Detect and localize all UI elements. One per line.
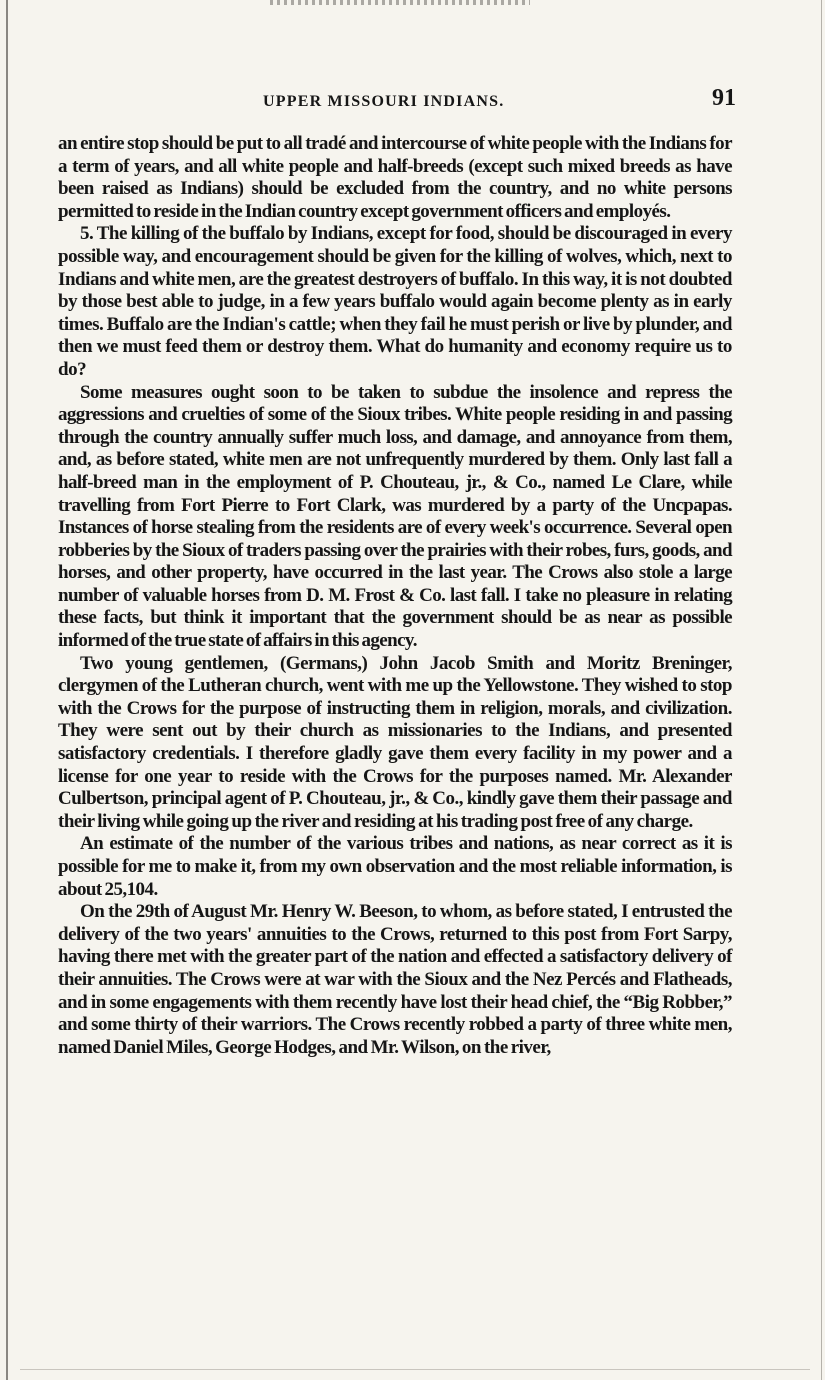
paragraph-crows: On the 29th of August Mr. Henry W. Beeson, to whom, as before stated, I entrusted the delivery of the two years' annuities to the Crows, returned to this post from Fort Sarpy, having there met with the greater part of the nation and effected a satisfactory delivery of their annuities. The Crows were at war with the Sioux and the Nez Percés and Flatheads, and in some engagements with them recently have lost their head chief, the “Big Robber,” and some thirty of their warriors. The Crows recently robbed a party of three white men, named Daniel Miles, George Hodges, and Mr. Wilson, on the river, <box>58 901 732 1058</box>
body-text <box>58 133 732 1059</box>
paragraph-sioux: Some measures ought soon to be taken to subdue the insolence and repress the aggressions and cruelties of some of the Sioux tribes. White people residing in and passing through the country annually suffer much loss, and damage, and annoyance from them, and, as before stated, white men are not unfrequently murdered by them. Only last fall a half-breed man in the employment of P. Chouteau, jr., & Co., named Le Clare, while travelling from Fort Pierre to Fort Clark, was murdered by a party of the Uncpapas. Instances of horse stealing from the residents are of every week's occurrence. Several open robberies by the Sioux of traders passing over the prairies with their robes, furs, goods, and horses, and other property, have occurred in the last year. The Crows also stole a large number of valuable horses from D. M. Frost & Co. last fall. I take no pleasure in relating these facts, but think it important that the government should be as near as possible informed of the true state of affairs in this agency. <box>58 381 732 652</box>
page-bottom-edge <box>20 1369 810 1370</box>
paragraph-estimate: An estimate of the number of the various tribes and nations, as near correct as it is possible for me to make it, from my own observation and the most reliable information, is about 25,104. <box>58 833 732 900</box>
page-number: 91 <box>712 85 736 111</box>
paragraph-continued: an entire stop should be put to all tradé and intercourse of white people with the Indians for a term of years, and all white people and half-breeds (except such mixed breeds as have been raised as Indians) should be excluded from the country, and no white persons permitted to reside in the Indian country except government officers and employés. <box>58 133 732 222</box>
page-edge-left <box>6 0 8 1380</box>
page-edge-right <box>821 0 822 1380</box>
running-head: UPPER MISSOURI INDIANS. <box>263 93 505 110</box>
paragraph-missionaries: Two young gentlemen, (Germans,) John Jacob Smith and Moritz Breninger, clergymen of the Lutheran church, went with me up the Yellowstone. They wished to stop with the Crows for the purpose of instructing them in religion, morals, and civilization. They were sent out by their church as missionaries to the Indians, and presented satisfactory credentials. I therefore gladly gave them every facility in my power and a license for one year to reside with the Crows for the purposes named. Mr. Alexander Culbertson, principal agent of P. Chouteau, jr., & Co., kindly gave them their passage and their living while going up the river and residing at his trading post free of any charge. <box>58 652 732 832</box>
page-header <box>58 85 736 115</box>
paragraph-buffalo: 5. The killing of the buffalo by Indians, except for food, should be discouraged in every possible way, and encouragement should be given for the killing of wolves, which, next to Indians and white men, are the greatest destroyers of buffalo. In this way, it is not doubted by those best able to judge, in a few years buffalo would again become plenty as in early times. Buffalo are the Indian's cattle; when they fail he must perish or live by plunder, and then we must feed them or destroy them. What do humanity and economy require us to do? <box>58 223 732 380</box>
scan-artifact <box>270 0 530 5</box>
